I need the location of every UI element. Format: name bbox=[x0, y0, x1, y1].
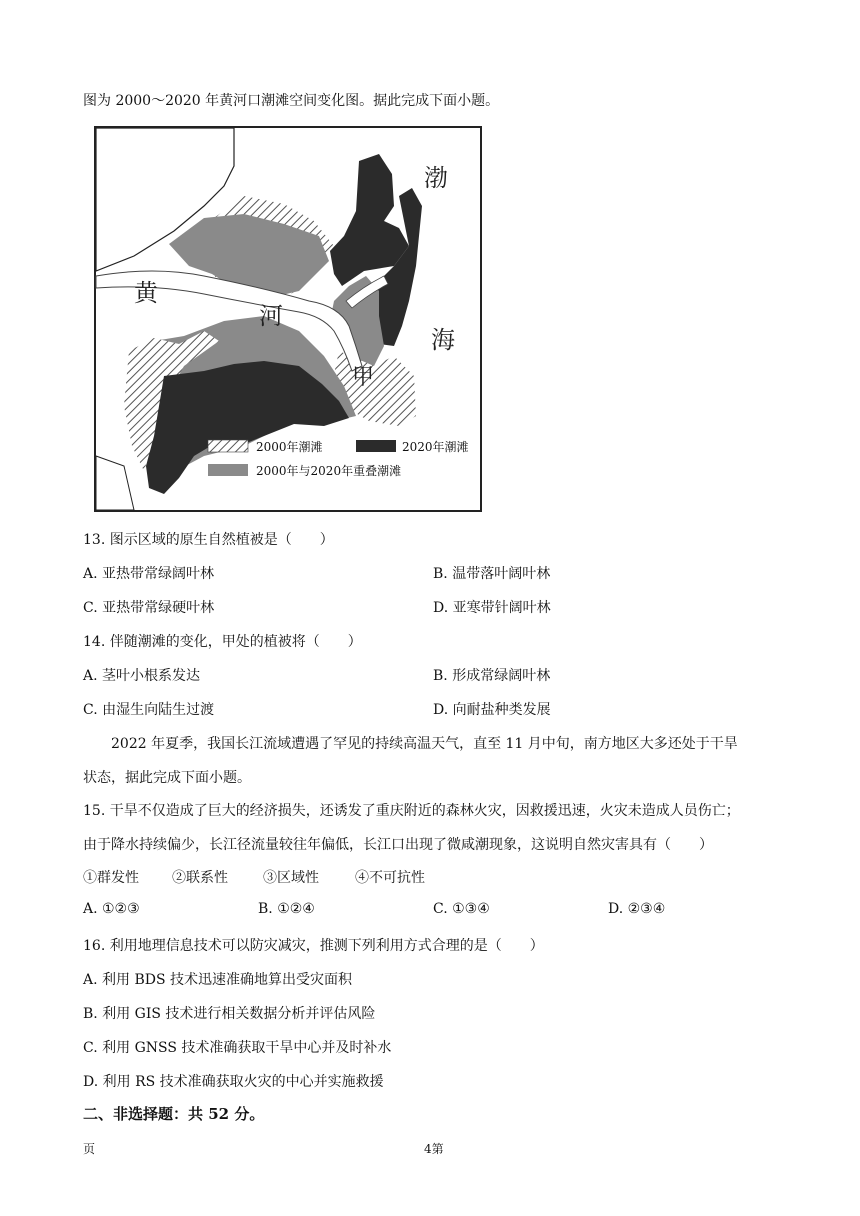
label-huang: 黄 bbox=[134, 279, 158, 307]
q13-stem: 13. 图示区域的原生自然植被是（ ） bbox=[83, 532, 334, 548]
q14-option-a: A. 茎叶小根系发达 bbox=[83, 668, 201, 684]
q16-option-d: D. 利用 RS 技术准确获取火灾的中心并实施救援 bbox=[83, 1074, 384, 1090]
q15-item-3: ③区域性 bbox=[263, 870, 319, 886]
footer-left: 页 bbox=[83, 1142, 96, 1156]
q13-option-b: B. 温带落叶阔叶林 bbox=[433, 566, 551, 582]
passage-line-1: 2022 年夏季，我国长江流域遭遇了罕见的持续高温天气，直至 11 月中旬，南方地区大多还处于干旱 bbox=[111, 736, 738, 752]
q15-item-2: ②联系性 bbox=[172, 870, 228, 886]
q15-item-1: ①群发性 bbox=[83, 870, 139, 886]
legend-swatch-overlap bbox=[208, 464, 248, 476]
tidal-flat-map bbox=[94, 126, 482, 512]
q14-option-d: D. 向耐盐种类发展 bbox=[433, 702, 551, 718]
legend-swatch-2020 bbox=[356, 440, 396, 452]
label-jia: 甲 bbox=[352, 365, 375, 390]
q14-stem: 14. 伴随潮滩的变化，甲处的植被将（ ） bbox=[83, 634, 362, 650]
label-bohai-2: 海 bbox=[431, 326, 455, 354]
q15-option-b: B. ①②④ bbox=[258, 901, 315, 917]
footer-page-number: 4第 bbox=[424, 1142, 444, 1156]
q15-option-c: C. ①③④ bbox=[433, 901, 490, 917]
q15-option-a: A. ①②③ bbox=[83, 901, 140, 917]
legend-label-2020: 2020年潮滩 bbox=[402, 440, 469, 454]
intro-text: 图为 2000～2020 年黄河口潮滩空间变化图。据此完成下面小题。 bbox=[83, 93, 500, 109]
q16-option-a: A. 利用 BDS 技术迅速准确地算出受灾面积 bbox=[83, 972, 353, 988]
q16-stem: 16. 利用地理信息技术可以防灾减灾，推测下列利用方式合理的是（ ） bbox=[83, 938, 544, 954]
q15-stem-line-2: 由于降水持续偏少，长江径流量较往年偏低，长江口出现了微咸潮现象，这说明自然灾害具有（ ） bbox=[83, 837, 713, 853]
q13-option-c: C. 亚热带常绿硬叶林 bbox=[83, 600, 215, 616]
q13-option-a: A. 亚热带常绿阔叶林 bbox=[83, 566, 215, 582]
q16-option-b: B. 利用 GIS 技术进行相关数据分析并评估风险 bbox=[83, 1006, 376, 1022]
q14-option-c: C. 由湿生向陆生过渡 bbox=[83, 702, 215, 718]
q15-item-4: ④不可抗性 bbox=[355, 870, 425, 886]
passage-line-2: 状态，据此完成下面小题。 bbox=[83, 770, 251, 786]
legend-swatch-2000 bbox=[208, 440, 248, 452]
label-he: 河 bbox=[259, 302, 283, 330]
section-heading: 二、非选择题：共 52 分。 bbox=[83, 1105, 265, 1123]
q15-option-d: D. ②③④ bbox=[608, 901, 666, 917]
legend-label-overlap: 2000年与2020年重叠潮滩 bbox=[256, 464, 402, 478]
q14-option-b: B. 形成常绿阔叶林 bbox=[433, 668, 551, 684]
q13-option-d: D. 亚寒带针阔叶林 bbox=[433, 600, 551, 616]
legend-label-2000: 2000年潮滩 bbox=[256, 440, 323, 454]
q16-option-c: C. 利用 GNSS 技术准确获取干旱中心并及时补水 bbox=[83, 1040, 392, 1056]
q15-stem-line-1: 15. 干旱不仅造成了巨大的经济损失，还诱发了重庆附近的森林火灾，因救援迅速，火灾未造成人员伤亡； bbox=[83, 803, 740, 819]
label-bohai-1: 渤 bbox=[424, 164, 448, 192]
map-figure bbox=[94, 126, 482, 512]
